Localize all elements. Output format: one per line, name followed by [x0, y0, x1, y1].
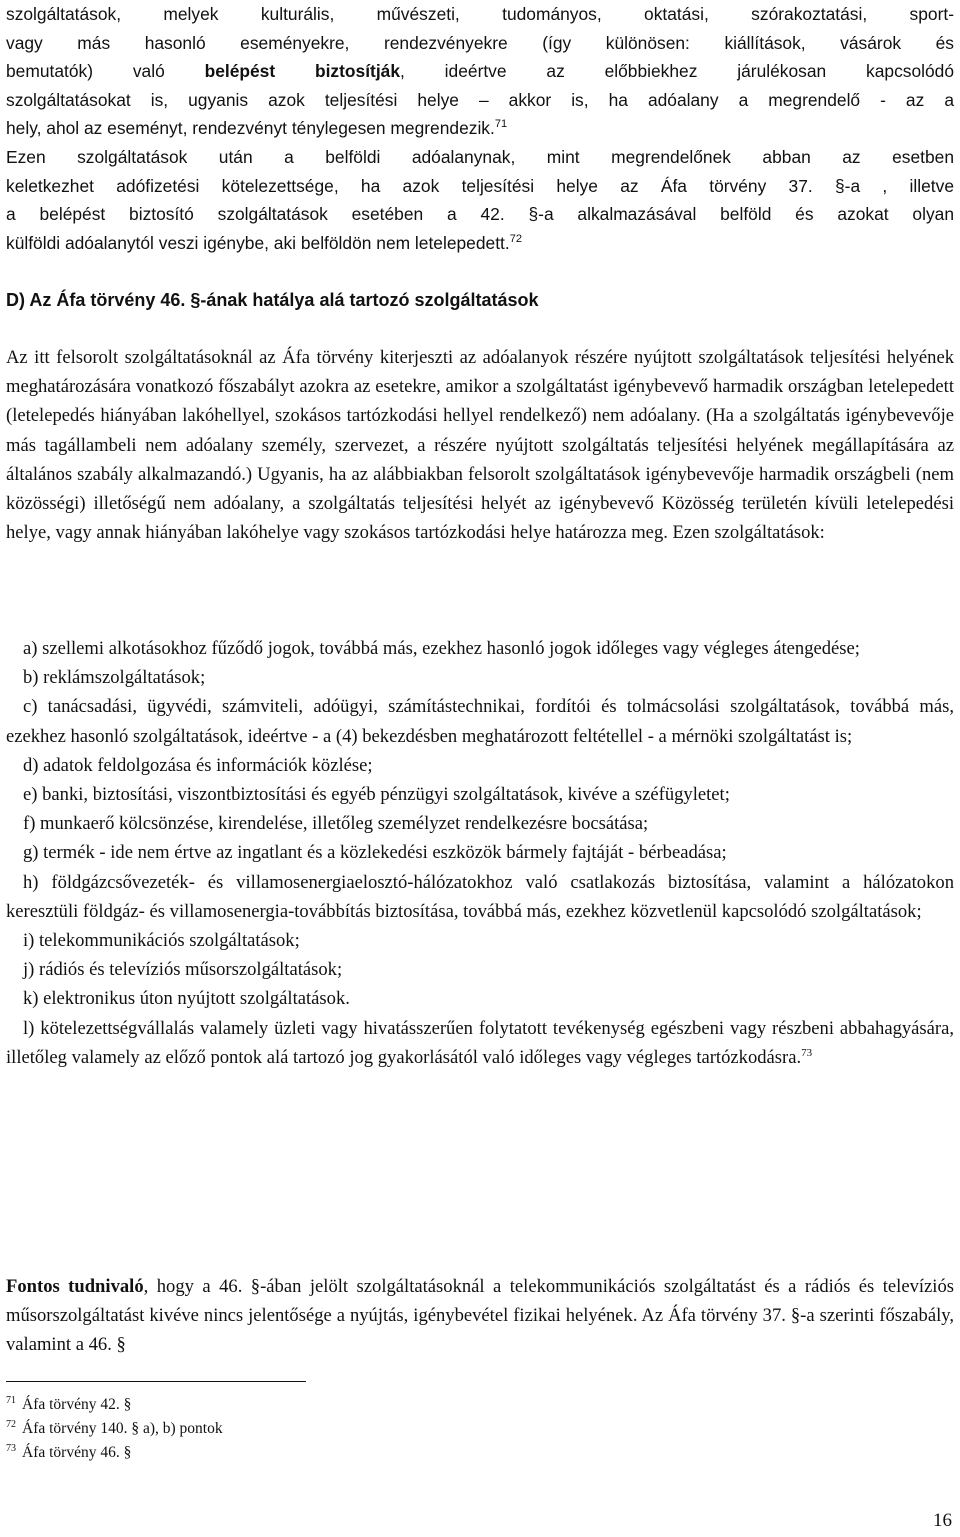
list-item-text: f) munkaerő kölcsönzése, kirendelése, illetőleg személyzet rendelkezésre bocsátása;	[23, 813, 649, 835]
list-item-text: j) rádiós és televíziós műsorszolgáltatások;	[23, 959, 343, 981]
text-span: hely, ahol az eseményt, rendezvényt ténylegesen megrendezik.	[6, 118, 495, 139]
list-item-text: c) tanácsadási, ügyvédi, számviteli, adóügyi, számítástechnikai, fordítói és tolmácsolási szolgáltatások, továbbá más, ezekhez hasonló szolgáltatások, ideértve - a (4) bekezdésben meghatározott feltétellel - a mérnöki szolgáltatást is;	[6, 696, 954, 747]
footnote-text: Áfa törvény 140. § a), b) pontok	[22, 1420, 223, 1437]
text-line: szolgáltatásokat is, ugyanis azok teljesítési helye – akkor is, ha adóalany a megrendelő - az a	[6, 89, 954, 110]
footnote-number: 73	[6, 1443, 16, 1454]
list-item-text: k) elektronikus úton nyújtott szolgáltatások.	[23, 988, 350, 1010]
intro-paragraph	[6, 343, 954, 547]
text-span: , ideértve az előbbiekhez járulékosan kapcsolódó	[400, 61, 955, 82]
footnote	[6, 1441, 131, 1465]
text-line	[6, 114, 954, 143]
list-item	[6, 780, 954, 809]
text-line: keletkezhet adófizetési kötelezettsége, ha azok teljesítési helye az Áfa törvény 37. §-a , illetve	[6, 175, 954, 196]
services-list	[6, 634, 954, 1072]
footnote-text: Áfa törvény 42. §	[22, 1396, 132, 1413]
list-item	[6, 809, 954, 838]
notice-paragraph	[6, 1272, 954, 1360]
section-heading: D) Az Áfa törvény 46. §-ának hatálya alá tartozó szolgáltatások	[6, 290, 539, 310]
list-item-text: h) földgázcsővezeték- és villamosenergiaelosztó-hálózatokhoz való csatlakozás biztosítása, valamint a hálózatokon keresztüli földgáz- és villamosenergia-továbbítás biztosítása, továbbá más, ezekhez közvetlenül kapcsolódó szolgáltatások;	[6, 871, 954, 922]
list-item	[6, 663, 954, 692]
list-item	[6, 838, 954, 867]
list-item-text: b) reklámszolgáltatások;	[23, 667, 206, 689]
text-line: vagy más hasonló eseményekre, rendezvényekre (így különösen: kiállítások, vásárok és	[6, 32, 954, 53]
footnote-text: Áfa törvény 46. §	[22, 1444, 132, 1461]
list-item-text: g) termék - ide nem értve az ingatlant és a közlekedési eszközök bármely fajtáját - bérbeadása;	[23, 842, 727, 864]
footnote-number: 72	[6, 1419, 16, 1430]
footnote	[6, 1393, 131, 1417]
list-item-text: a) szellemi alkotásokhoz fűződő jogok, továbbá más, ezekhez hasonló jogok időleges vagy végleges átengedése;	[23, 638, 860, 659]
text-line: szolgáltatások, melyek kulturális, művészeti, tudományos, oktatási, szórakoztatási, sport-	[6, 4, 954, 24]
list-item	[6, 926, 954, 955]
list-item	[6, 692, 954, 750]
intro-text: Az itt felsorolt szolgáltatásoknál az Áfa törvény kiterjeszti az adóalanyok részére nyújtott szolgáltatások teljesítési helyének meghatározására vonatkozó főszabályt azokra az esetekre, amikor a szolgáltatást igénybevevő harmadik országban letelepedett (letelepedés hiányában lakóhellyel, szokásos tartózkodási hellyel rendelkező) nem adóalany. (Ha a szolgáltatás igénybevevője más tagállambeli nem adóalany személy, szervezet, a részére nyújtott szolgáltatás teljesítési helyének megállapítására az általános szabály alkalmazandó.) Ugyanis, ha az alábbiakban felsorolt szolgáltatások igénybevevője harmadik országbeli (nem közösségi) illetőségű nem adóalany, a szolgáltatás teljesítési helyét az igénybevevő Közösség területén kívüli letelepedési helye, vagy annak hiányában lakóhelye vagy szokásos tartózkodási helye határozza meg. Ezen szolgáltatások:	[6, 347, 954, 544]
footnote-ref: 71	[494, 118, 508, 131]
footnote	[6, 1417, 223, 1441]
footnote-ref: 73	[801, 1046, 813, 1059]
list-item-text: l) kötelezettségvállalás valamely üzleti vagy hivatásszerűen folytatott tevékenység egészbeni vagy részbeni abbahagyására, illetőleg valamely az előző pontok alá tartozó jog gyakorlásától való időleges vagy végleges tartózkodásra.	[6, 1017, 954, 1068]
top-paragraph	[6, 0, 954, 257]
footnote-number: 71	[6, 1395, 16, 1406]
list-item	[6, 1014, 954, 1072]
footnote-divider	[6, 1381, 306, 1382]
page-number: 16	[933, 1510, 952, 1531]
list-item	[6, 955, 954, 984]
text-span: bemutatók) való	[6, 61, 205, 82]
text-line: a belépést biztosító szolgáltatások esetében a 42. §-a alkalmazásával belföld és azokat olyan	[6, 204, 954, 225]
list-item	[6, 868, 954, 926]
list-item-text: e) banki, biztosítási, viszontbiztosítási és egyéb pénzügyi szolgáltatások, kivéve a széfügyletet;	[23, 784, 730, 806]
bold-text: Fontos tudnivaló	[6, 1276, 144, 1297]
list-item-text: i) telekommunikációs szolgáltatások;	[23, 930, 300, 952]
text-line	[6, 229, 954, 258]
bold-text: belépést biztosítják	[204, 61, 401, 82]
list-item-text: d) adatok feldolgozása és információk közlése;	[23, 754, 373, 776]
list-item	[6, 984, 954, 1013]
text-span: külföldi adóalanytól veszi igénybe, aki belföldön nem letelepedett.	[6, 232, 510, 253]
list-item	[6, 634, 954, 663]
text-line: Ezen szolgáltatások után a belföldi adóalanynak, mint megrendelőnek abban az esetben	[6, 146, 954, 167]
notice-text	[6, 1272, 954, 1360]
footnote-ref: 72	[509, 232, 522, 245]
text-line	[6, 57, 954, 86]
list-item	[6, 751, 954, 780]
text-span: , hogy a 46. §-ában jelölt szolgáltatásoknál a telekommunikációs szolgáltatást és a rádiós és televíziós műsorszolgáltatást kivéve nincs jelentősége a nyújtás, igénybevétel fizikai helyének. Az Áfa törvény 37. §-a szerinti főszabály, valamint a 46. §	[6, 1276, 954, 1356]
